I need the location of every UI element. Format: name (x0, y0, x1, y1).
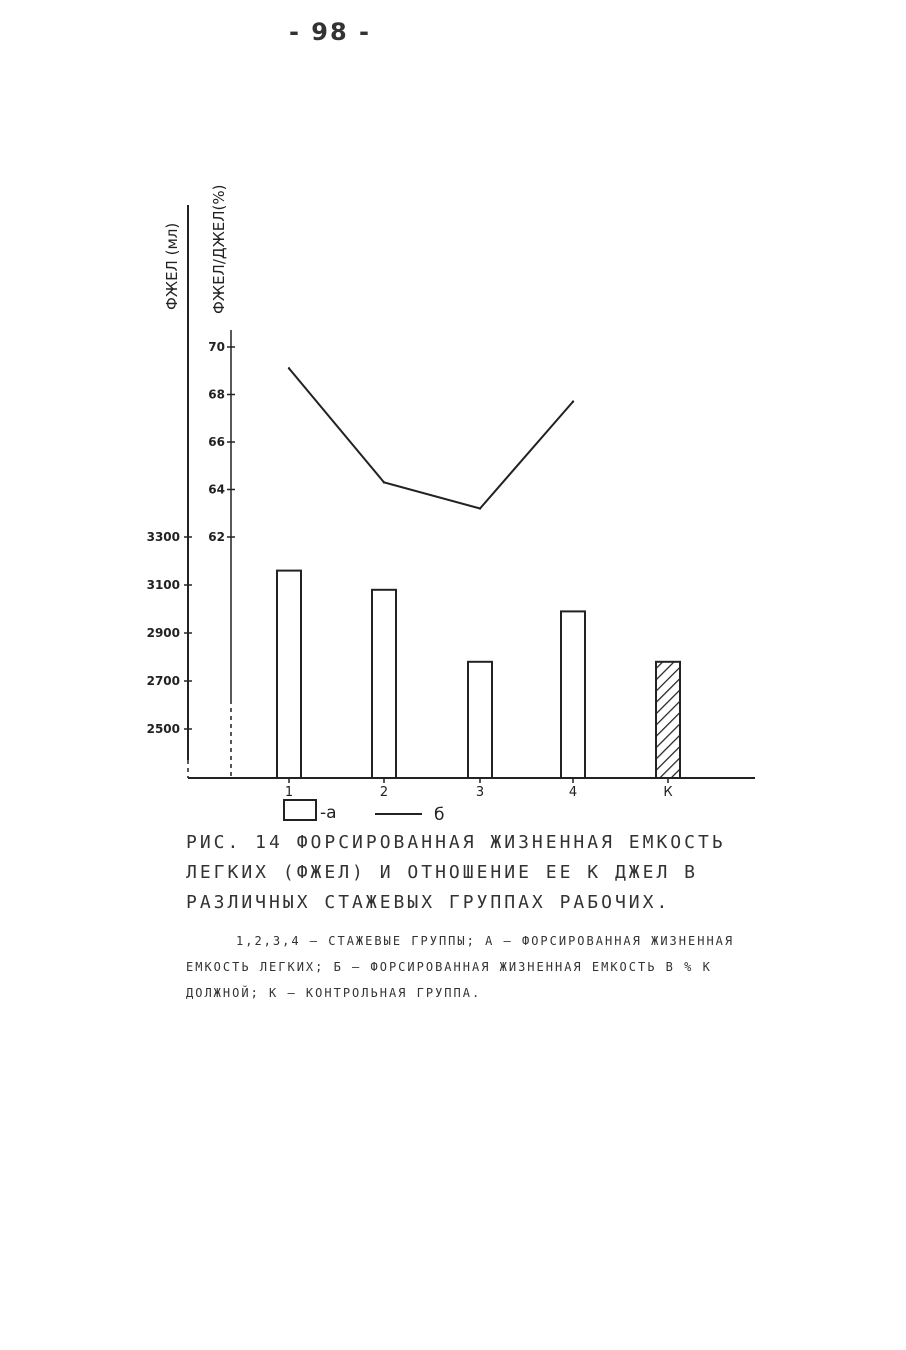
bar-2 (372, 590, 396, 778)
y-right-axis-title: ФЖЕЛ/ДЖЕЛ(%) (210, 184, 228, 314)
legend-label-b: б (434, 805, 445, 825)
line-point (479, 507, 481, 509)
legend-box-symbol (284, 800, 316, 820)
bar-4 (561, 611, 585, 778)
bar-1 (277, 571, 301, 778)
line-series (288, 367, 574, 510)
y-right-tick-label: 64 (208, 482, 225, 497)
y-left-tick-label: 2900 (146, 626, 180, 640)
line-point (288, 367, 290, 369)
y-right-tick-label: 68 (208, 387, 225, 402)
line-series-b (289, 368, 573, 508)
y-right-tick-label: 62 (208, 530, 225, 544)
legend-label-a: -а (320, 803, 337, 823)
x-tick-label: 1 (284, 785, 294, 800)
line-point (572, 400, 574, 402)
x-tick-label: 3 (475, 785, 485, 800)
caption-notes: 1,2,3,4 — СТАЖЕВЫЕ ГРУППЫ; А — ФОРСИРОВАННАЯ ЖИЗНЕННАЯ ЕМКОСТЬ ЛЕГКИХ; Б — ФОРСИРОВАННАЯ ЖИЗНЕННАЯ ЕМКОСТЬ В % К ДОЛЖНОЙ; К — КОНТРОЛЬНАЯ ГРУППА. (186, 934, 735, 1000)
page-number: - 98 - (288, 18, 372, 46)
bar-3 (468, 662, 492, 778)
bar-К (656, 662, 680, 778)
y-left-tick-label: 2700 (146, 674, 180, 688)
x-tick-label: К (663, 785, 673, 800)
y-right-tick-label: 70 (208, 340, 225, 354)
y-right-tick-label: 66 (208, 435, 225, 449)
line-point (383, 481, 385, 483)
legend (284, 800, 444, 825)
y-left-tick-label: 3300 (146, 530, 180, 544)
y-left-tick-label: 2500 (146, 722, 180, 736)
y-left-axis-title: ФЖЕЛ (мл) (163, 222, 181, 310)
y-left-tick-label: 3100 (146, 578, 180, 592)
x-tick-label: 2 (379, 785, 389, 800)
bars (277, 571, 680, 778)
x-tick-label: 4 (568, 785, 578, 800)
caption-title: РИС. 14 ФОРСИРОВАННАЯ ЖИЗНЕННАЯ ЕМКОСТЬ ЛЕГКИХ (ФЖЕЛ) И ОТНОШЕНИЕ ЕЕ К ДЖЕЛ В РАЗЛИЧНЫХ СТАЖЕВЫХ ГРУППАХ РАБОЧИХ. (186, 832, 726, 913)
figure-caption (186, 828, 746, 1006)
